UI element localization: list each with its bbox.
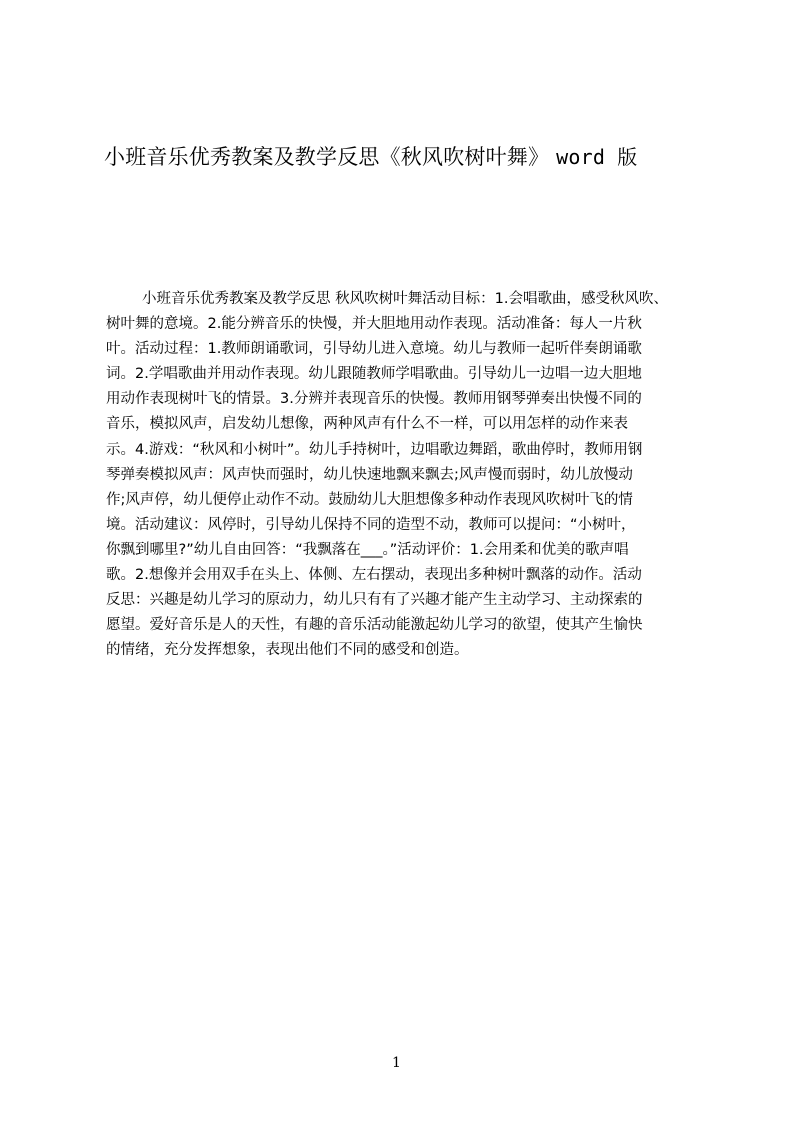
paragraph-line: 示。4.游戏：“秋风和小树叶”。幼儿手持树叶，边唱歌边舞蹈，歌曲停时，教师用钢 <box>106 441 643 458</box>
paragraph-line: 叶。活动过程：1.教师朗诵歌词，引导幼儿进入意境。幼儿与教师一起听伴奏朗诵歌 <box>106 341 642 358</box>
paragraph-line: 琴弹奏模拟风声：风声快而强时，幼儿快速地飘来飘去;风声慢而弱时，幼儿放慢动 <box>106 466 633 483</box>
paragraph-line: 作;风声停，幼儿便停止动作不动。鼓励幼儿大胆想像多种动作表现风吹树叶飞的情 <box>106 491 633 508</box>
title-text: 小班音乐优秀教案及教学反思《秋风吹树叶舞》 <box>104 145 550 169</box>
paragraph-line: 反思：兴趣是幼儿学习的原动力，幼儿只有有了兴趣才能产生主动学习、主动探索的 <box>106 592 643 609</box>
paragraph-line: 树叶舞的意境。2.能分辨音乐的快慢，并大胆地用动作表现。活动准备：每人一片秋 <box>106 316 642 333</box>
paragraph-line: 小班音乐优秀教案及教学反思 秋风吹树叶舞活动目标：1.会唱歌曲，感受秋风吹、 <box>142 291 668 307</box>
paragraph-line: 用动作表现树叶飞的情景。3.分辨并表现音乐的快慢。教师用钢琴弹奏出快慢不同的 <box>106 391 642 408</box>
paragraph-line: 愿望。爱好音乐是人的天性，有趣的音乐活动能激起幼儿学习的欲望，使其产生愉快 <box>106 617 643 634</box>
paragraph-line: 词。2.学唱歌曲并用动作表现。幼儿跟随教师学唱歌曲。引导幼儿一边唱一边大胆地 <box>106 366 642 383</box>
body-paragraph <box>106 287 698 663</box>
paragraph-line: 歌。2.想像并会用双手在头上、体侧、左右摆动，表现出多种树叶飘落的动作。活动 <box>106 567 642 584</box>
title-suffix: word 版 <box>556 145 638 169</box>
page-number: 1 <box>392 1055 401 1071</box>
document-title <box>104 141 724 173</box>
paragraph-line: 音乐，模拟风声，启发幼儿想像，两种风声有什么不一样，可以用怎样的动作来表 <box>106 416 628 433</box>
paragraph-line: 你飘到哪里?”幼儿自由回答：“我飘落在___。”活动评价：1.会用柔和优美的歌声唱 <box>106 541 629 558</box>
paragraph-line: 的情绪，充分发挥想象，表现出他们不同的感受和创造。 <box>106 642 469 659</box>
paragraph-line: 境。活动建议：风停时，引导幼儿保持不同的造型不动，教师可以提问：“小树叶， <box>106 516 636 533</box>
